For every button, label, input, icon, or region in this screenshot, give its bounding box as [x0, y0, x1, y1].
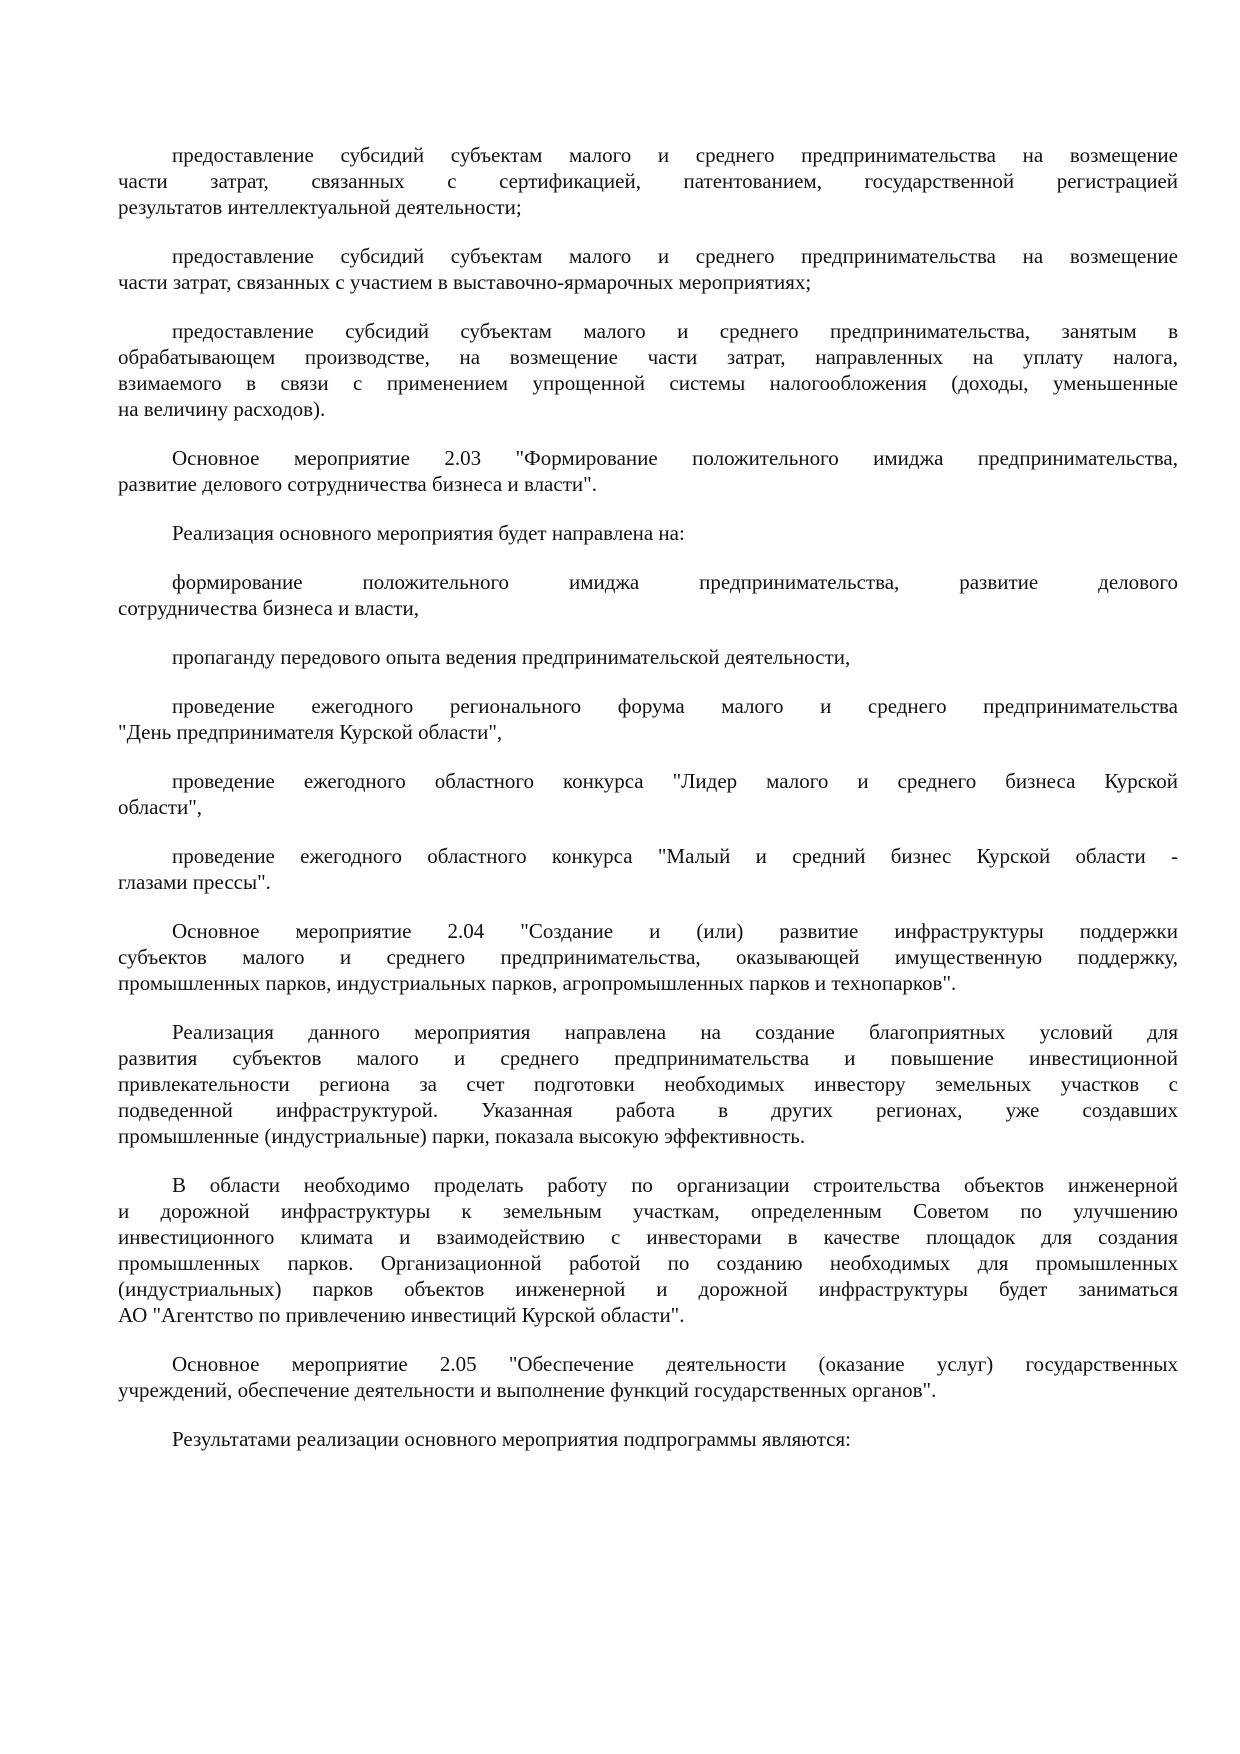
paragraph	[118, 768, 1178, 820]
text-line: Реализация данного мероприятия направлена на создание благоприятных условий для	[172, 1020, 1178, 1044]
text-line: пропаганду передового опыта ведения предпринимательской деятельности,	[172, 645, 851, 669]
text-line: "День предпринимателя Курской области",	[118, 720, 503, 744]
text-line: АО "Агентство по привлечению инвестиций Курской области".	[118, 1303, 685, 1327]
text-line: проведение ежегодного областного конкурса "Лидер малого и среднего бизнеса Курской	[172, 769, 1178, 793]
text-line: Основное мероприятие 2.05 "Обеспечение деятельности (оказание услуг) государственных	[172, 1352, 1178, 1376]
text-line: Основное мероприятие 2.04 "Создание и (или) развитие инфраструктуры поддержки	[172, 919, 1178, 943]
text-line: проведение ежегодного регионального форума малого и среднего предпринимательства	[172, 694, 1178, 718]
text-line: и дорожной инфраструктуры к земельным участкам, определенным Советом по улучшению	[118, 1199, 1178, 1223]
paragraph	[118, 569, 1178, 621]
paragraph	[118, 318, 1178, 422]
text-line: на величину расходов).	[118, 397, 326, 421]
paragraph	[118, 693, 1178, 745]
text-line: области",	[118, 795, 203, 819]
text-line: формирование положительного имиджа предпринимательства, развитие делового	[172, 570, 1178, 594]
text-line: части затрат, связанных с участием в выставочно-ярмарочных мероприятиях;	[118, 270, 812, 294]
text-line: Основное мероприятие 2.03 "Формирование положительного имиджа предпринимательства,	[172, 446, 1178, 470]
paragraph	[118, 142, 1178, 220]
text-line: Результатами реализации основного мероприятия подпрограммы являются:	[172, 1427, 851, 1451]
paragraph	[118, 1172, 1178, 1328]
text-line: (индустриальных) парков объектов инженерной и дорожной инфраструктуры будет заниматься	[118, 1277, 1178, 1301]
paragraph	[118, 445, 1178, 497]
text-line: промышленные (индустриальные) парки, показала высокую эффективность.	[118, 1124, 806, 1148]
paragraph	[118, 644, 1178, 670]
text-line: взимаемого в связи с применением упрощенной системы налогообложения (доходы, уменьшенные	[118, 371, 1178, 395]
text-line: привлекательности региона за счет подготовки необходимых инвестору земельных участков с	[118, 1072, 1178, 1096]
text-line: промышленных парков. Организационной работой по созданию необходимых для промышленных	[118, 1251, 1178, 1275]
paragraph	[118, 843, 1178, 895]
text-line: предоставление субсидий субъектам малого и среднего предпринимательства на возмещение	[172, 143, 1178, 167]
text-line: Реализация основного мероприятия будет направлена на:	[172, 521, 685, 545]
text-line: учреждений, обеспечение деятельности и выполнение функций государственных органов".	[118, 1378, 937, 1402]
text-line: результатов интеллектуальной деятельности;	[118, 195, 522, 219]
text-line: промышленных парков, индустриальных парков, агропромышленных парков и технопарков".	[118, 971, 957, 995]
text-line: развитие делового сотрудничества бизнеса и власти".	[118, 472, 597, 496]
paragraph	[118, 918, 1178, 996]
text-line: предоставление субсидий субъектам малого и среднего предпринимательства на возмещение	[172, 244, 1178, 268]
text-line: сотрудничества бизнеса и власти,	[118, 596, 420, 620]
text-line: инвестиционного климата и взаимодействию с инвесторами в качестве площадок для создания	[118, 1225, 1178, 1249]
document-page	[118, 142, 1178, 1475]
text-line: обрабатывающем производстве, на возмещение части затрат, направленных на уплату налога,	[118, 345, 1178, 369]
text-line: развития субъектов малого и среднего предпринимательства и повышение инвестиционной	[118, 1046, 1178, 1070]
text-line: проведение ежегодного областного конкурса "Малый и средний бизнес Курской области -	[172, 844, 1178, 868]
paragraph	[118, 1351, 1178, 1403]
text-line: субъектов малого и среднего предпринимательства, оказывающей имущественную поддержку,	[118, 945, 1178, 969]
text-line: В области необходимо проделать работу по организации строительства объектов инженерной	[172, 1173, 1178, 1197]
paragraph	[118, 1019, 1178, 1149]
text-line: части затрат, связанных с сертификацией, патентованием, государственной регистрацией	[118, 169, 1178, 193]
paragraph	[118, 243, 1178, 295]
text-line: глазами прессы".	[118, 870, 271, 894]
paragraph	[118, 520, 1178, 546]
text-line: подведенной инфраструктурой. Указанная работа в других регионах, уже создавших	[118, 1098, 1178, 1122]
text-line: предоставление субсидий субъектам малого и среднего предпринимательства, занятым в	[172, 319, 1178, 343]
paragraph	[118, 1426, 1178, 1452]
